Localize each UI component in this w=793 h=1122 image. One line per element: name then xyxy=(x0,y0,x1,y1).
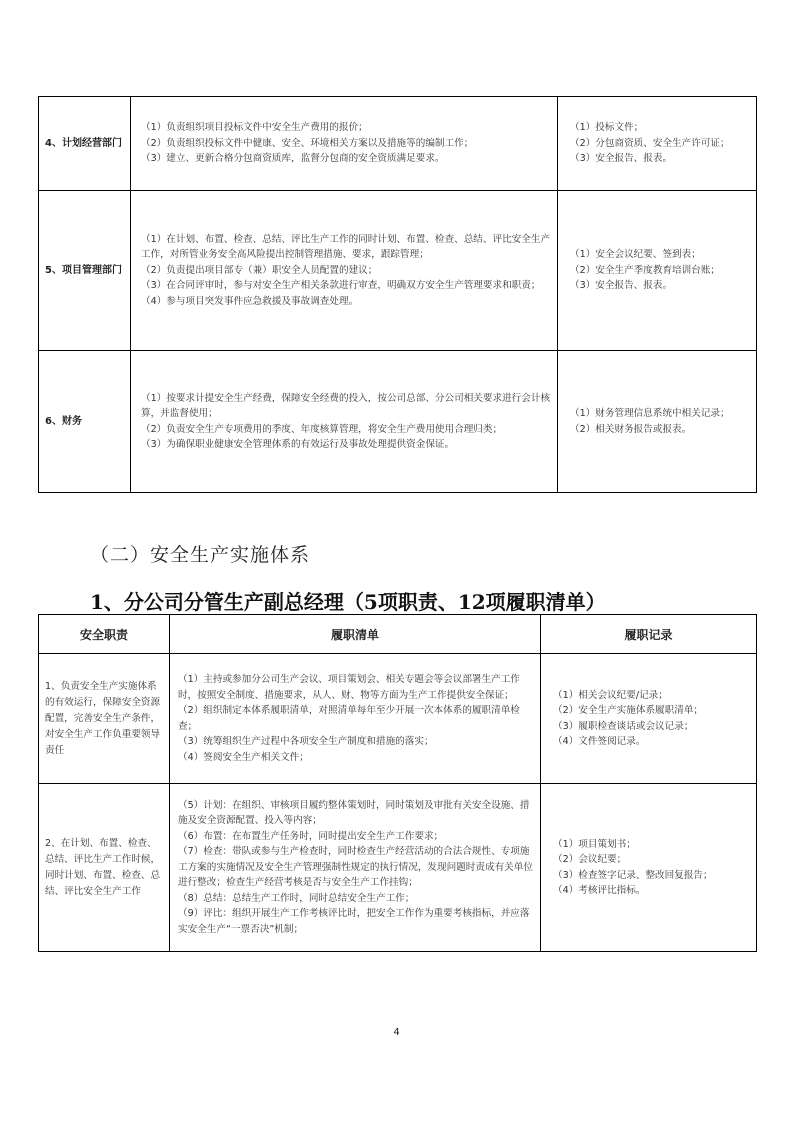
record-item: （4）文件签阅记录。 xyxy=(553,736,646,747)
checklist-item: （4）签阅安全生产相关文件； xyxy=(178,751,309,763)
duty-item: （1）按要求计提安全生产经费，保障安全经费的投入，按公司总部、分公司相关要求进行会计核算，并监督使用； xyxy=(141,392,551,419)
duty-item: （3）建立、更新合格分包商资质库，监督分包商的安全资质满足要求。 xyxy=(141,153,445,165)
checklist-item: （5）计划：在组织、审核项目履约整体策划时，同时策划及审批有关安全设施、措施及安全资源配置、投入等内容； xyxy=(178,799,530,827)
checklist-item: （2）组织制定本体系履职清单，对照清单每年至少开展一次本体系的履职清单检查； xyxy=(178,705,520,732)
section-heading: 1、分公司分管生产副总经理（5项职责、12项履职清单） xyxy=(90,590,606,614)
record-item: （1）相关会议纪要/记录； xyxy=(553,689,668,701)
record-list xyxy=(541,654,757,784)
section-subtitle: （二）安全生产实施体系 xyxy=(90,544,311,566)
record-item: （1）项目策划书； xyxy=(553,838,636,850)
record-item: （3）检查签字记录、整改回复报告； xyxy=(553,869,713,881)
record-item: （3）安全报告、报表。 xyxy=(570,153,673,165)
duty-item: （4）参与项目突发事件应急救援及事故调查处理。 xyxy=(141,295,359,307)
record-item: （4）考核评比指标。 xyxy=(553,885,646,896)
record-item: （2）安全生产实施体系履职清单； xyxy=(553,705,704,716)
duty-table-departments xyxy=(38,96,757,493)
record-item: （1）财务管理信息系统中相关记录； xyxy=(570,408,730,419)
checklist-item: （8）总结：总结生产工作时，同时总结安全生产工作； xyxy=(178,892,415,904)
column-header: 安全职责 xyxy=(39,615,170,654)
record-item: （2）分包商资质、安全生产许可证； xyxy=(570,137,730,149)
duty-cell: 2、在计划、布置、检查、总结、评比生产工作时候，同时计划、布置、检查、总结、评比安全生产工作 xyxy=(39,784,170,952)
duty-item: （1）在计划、布置、检查、总结、评比生产工作的同时计划、布置、检查、总结、评比安全生产工作，对所管业务安全高风险提出控制管理措施、要求，跟踪管理； xyxy=(141,233,551,261)
record-item: （1）安全会议纪要、签到表； xyxy=(570,249,701,261)
table-row xyxy=(39,784,757,952)
column-header: 履职记录 xyxy=(541,615,757,654)
record-item: （3）履职检查谈话或会议记录； xyxy=(553,720,694,732)
checklist-item: （3）统筹组织生产过程中各项安全生产制度和措施的落实； xyxy=(178,736,434,747)
record-list xyxy=(541,784,757,952)
table-row xyxy=(39,654,757,784)
duty-item: （3）在合同评审时，参与对安全生产相关条款进行审查，明确双方安全生产管理要求和职责； xyxy=(141,280,541,292)
checklist-item: （6）布置：在布置生产任务时，同时提出安全生产工作要求； xyxy=(178,830,444,842)
checklist-cell xyxy=(170,784,541,952)
dept-name: 4、计划经营部门 xyxy=(39,97,131,191)
duty-list xyxy=(131,97,558,191)
duty-list xyxy=(131,351,558,493)
record-item: （1）投标文件； xyxy=(570,122,644,134)
table-header-row xyxy=(39,615,757,654)
record-list xyxy=(558,191,757,351)
record-item: （2）会议纪要； xyxy=(553,854,627,865)
dept-name: 6、财务 xyxy=(39,351,131,493)
page-number: 4 xyxy=(393,1027,400,1038)
checklist-item: （9）评比：组织开展生产工作考核评比时，把安全工作作为重要考核指标，并应落实安全生产“一票否决”机制； xyxy=(178,908,530,935)
checklist-item: （7）检查：带队或参与生产检查时，同时检查生产经营活动的合法合规性、专项施工方案的实施情况及安全生产管理强制性规定的执行情况，发现问题时责成有关单位进行整改；检查生产经营考核是否与安全生产工作挂钩； xyxy=(178,846,533,889)
duty-table-deputy-manager xyxy=(38,614,757,952)
record-item: （3）安全报告、报表。 xyxy=(570,280,673,292)
duty-item: （1）负责组织项目投标文件中安全生产费用的报价； xyxy=(141,122,368,134)
dept-name: 5、项目管理部门 xyxy=(39,191,131,351)
duty-item: （2）负责组织投标文件中健康、安全、环境相关方案以及措施等的编制工作； xyxy=(141,137,474,149)
record-list xyxy=(558,97,757,191)
record-item: （2）相关财务报告或报表。 xyxy=(570,423,692,435)
duty-cell: 1、负责安全生产实施体系的有效运行，保障安全资源配置，完善安全生产条件，对安全生产工作负重要领导责任 xyxy=(39,654,170,784)
duty-item: （2）负责提出项目部专（兼）职安全人员配置的建议； xyxy=(141,264,378,276)
record-item: （2）安全生产季度教育培训台账； xyxy=(570,264,721,276)
table-row xyxy=(39,191,757,351)
checklist-item: （1）主持或参加分公司生产会议、项目策划会、相关专题会等会议部署生产工作时，按照安全制度、措施要求，从人、财、物等方面为生产工作提供安全保证； xyxy=(178,674,520,701)
duty-list xyxy=(131,191,558,351)
checklist-cell xyxy=(170,654,541,784)
column-header: 履职清单 xyxy=(170,615,541,654)
table-row xyxy=(39,351,757,493)
duty-item: （2）负责安全生产专项费用的季度、年度核算管理，将安全生产费用使用合理归类； xyxy=(141,423,503,435)
duty-item: （3）为确保职业健康安全管理体系的有效运行及事故处理提供资金保证。 xyxy=(141,439,455,450)
table-row xyxy=(39,97,757,191)
record-list xyxy=(558,351,757,493)
